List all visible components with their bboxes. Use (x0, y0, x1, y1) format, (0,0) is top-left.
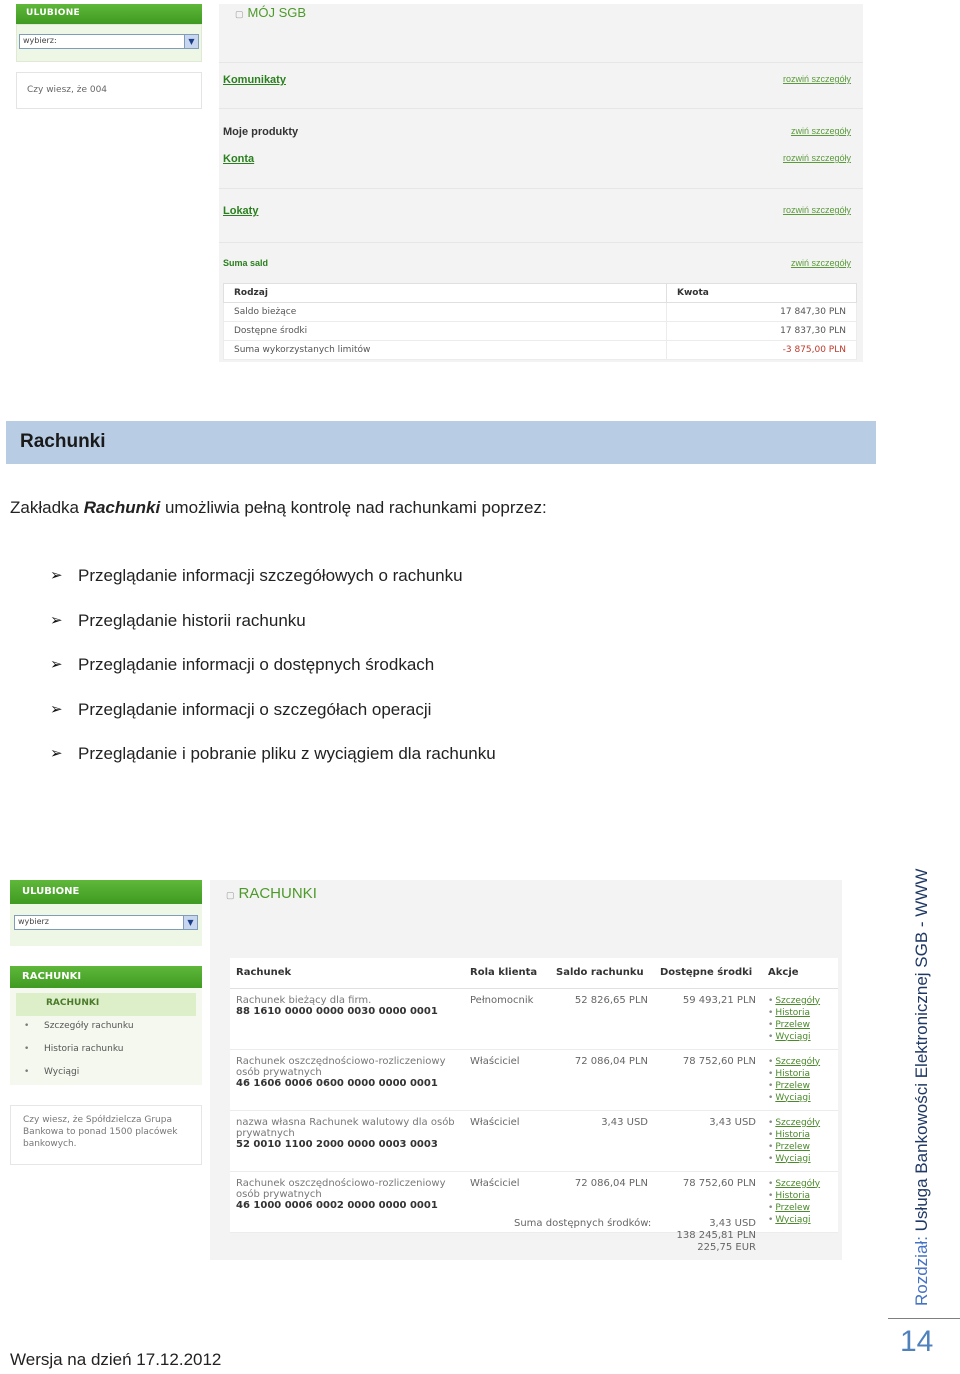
account-cell (230, 1049, 464, 1110)
menu-item-historia[interactable] (10, 1039, 202, 1062)
chapter-label (912, 869, 932, 1306)
column-header: Rachunek (230, 958, 464, 988)
column-header: Akcje (762, 958, 838, 988)
moje-produkty-label: Moje produkty (223, 126, 299, 138)
history-link[interactable]: • Historia (768, 1190, 832, 1202)
table-cell: Saldo bieżące (224, 303, 667, 322)
available-cell: 78 752,60 PLN (654, 1171, 762, 1232)
account-cell (230, 1171, 464, 1232)
bullet-icon: • (24, 1021, 30, 1031)
expand-link[interactable]: rozwiń szczegóły (782, 205, 851, 215)
suma-sald-label: Suma sald (223, 258, 269, 268)
account-number: 46 1000 0006 0002 0000 0000 0001 (236, 1199, 438, 1211)
total-values (580, 1218, 756, 1254)
bullet-icon: • (24, 1044, 30, 1054)
account-cell (230, 1110, 464, 1171)
did-you-know-box: Czy wiesz, że Spółdzielcza Grupa Bankowa to ponad 1500 placówek bankowych. (10, 1105, 202, 1165)
table-row (230, 1049, 838, 1110)
table-row (224, 341, 857, 360)
list-item (50, 744, 496, 789)
total-value: 225,75 EUR (697, 1242, 756, 1253)
table-row (230, 1110, 838, 1171)
panel-title (210, 880, 842, 908)
divider (219, 188, 863, 189)
table-cell: -3 875,00 PLN (667, 341, 857, 360)
transfer-link[interactable]: • Przelew (768, 1141, 832, 1153)
intro-post: umożliwia pełną kontrolę nad rachunkami poprzez: (160, 498, 547, 517)
transfer-link[interactable]: • Przelew (768, 1202, 832, 1214)
page-number: 14 (900, 1325, 934, 1358)
saldo-cell: 72 086,04 PLN (550, 1171, 654, 1232)
actions-cell (762, 1049, 838, 1110)
list-item-text: Przeglądanie informacji o szczegółach operacji (78, 699, 432, 719)
intro-paragraph (10, 498, 547, 518)
left-sidebar (10, 880, 202, 1165)
role-cell: Właściciel (464, 1110, 550, 1171)
chapter-title: Usługa Bankowości Elektronicznej SGB - WWW (912, 868, 931, 1237)
table-cell: 17 847,30 PLN (667, 303, 857, 322)
column-header: Dostępne środki (654, 958, 762, 988)
list-item (50, 655, 496, 700)
list-item (50, 566, 496, 611)
favorites-select[interactable] (14, 915, 198, 930)
chevron-down-icon: ▼ (183, 916, 197, 929)
list-item-text: Przeglądanie informacji o dostępnych środkach (78, 655, 435, 674)
panel-title-text: RACHUNKI (238, 885, 317, 902)
arrow-bullet-icon: ➢ (50, 700, 63, 718)
details-link[interactable]: • Szczegóły (768, 1178, 832, 1190)
list-item (50, 611, 496, 656)
divider (888, 1318, 960, 1319)
did-you-know-box: Czy wiesz, że 004 (16, 72, 202, 109)
table-header-row (224, 284, 857, 303)
intro-pre: Zakładka (10, 498, 84, 517)
row-lokaty (223, 205, 851, 219)
favorites-header: ULUBIONE (16, 4, 202, 24)
column-header: Kwota (667, 284, 857, 303)
account-name: Rachunek oszczędnościowo-rozliczeniowy osób prywatnych (236, 1055, 446, 1078)
favorites-box (10, 904, 202, 946)
section-heading: Rachunki (20, 431, 106, 452)
account-name: nazwa własna Rachunek walutowy dla osób prywatnych (236, 1116, 455, 1139)
total-value: 3,43 USD (709, 1218, 756, 1229)
account-number: 52 0010 1100 2000 0000 0003 0003 (236, 1138, 438, 1150)
table-cell: 17 837,30 PLN (667, 322, 857, 341)
role-cell: Właściciel (464, 1171, 550, 1232)
menu-item-label: Wyciągi (44, 1067, 80, 1077)
chapter-prefix: Rozdział: (912, 1236, 931, 1306)
menu-item-rachunki[interactable]: RACHUNKI (16, 993, 196, 1016)
menu-item-szczegoly[interactable] (10, 1016, 202, 1039)
arrow-bullet-icon: ➢ (50, 611, 63, 629)
available-cell: 78 752,60 PLN (654, 1049, 762, 1110)
history-link[interactable]: • Historia (768, 1068, 832, 1080)
menu-item-label: Szczegóły rachunku (44, 1021, 134, 1031)
row-moje-produkty (223, 126, 851, 140)
available-cell: 59 493,21 PLN (654, 988, 762, 1049)
divider (219, 108, 863, 109)
statements-link[interactable]: • Wyciągi (768, 1214, 832, 1226)
statements-link[interactable]: • Wyciągi (768, 1031, 832, 1043)
details-link[interactable]: • Szczegóły (768, 1117, 832, 1129)
screenshot-rachunki (10, 880, 842, 1260)
balance-table (223, 283, 857, 360)
list-item-text: Przeglądanie i pobranie pliku z wyciągiem dla rachunku (78, 744, 496, 763)
table-cell: Dostępne środki (224, 322, 667, 341)
square-bullet-icon: ▢ (226, 890, 235, 900)
history-link[interactable]: • Historia (768, 1007, 832, 1019)
role-cell: Właściciel (464, 1049, 550, 1110)
transfer-link[interactable]: • Przelew (768, 1019, 832, 1031)
actions-cell (762, 1171, 838, 1232)
rachunki-panel (210, 880, 842, 1260)
actions-cell (762, 988, 838, 1049)
account-name: Rachunek bieżący dla firm. (236, 994, 372, 1006)
column-header: Rodzaj (224, 284, 667, 303)
version-footer: Wersja na dzień 17.12.2012 (10, 1350, 222, 1369)
column-header: Rola klienta (464, 958, 550, 988)
favorites-select-value: wybierz (23, 36, 54, 45)
history-link[interactable]: • Historia (768, 1129, 832, 1141)
row-komunikaty (223, 74, 851, 88)
intro-emphasis: Rachunki (83, 498, 161, 517)
panel-title (219, 4, 863, 24)
table-cell: Suma wykorzystanych limitów (224, 341, 667, 360)
saldo-cell: 3,43 USD (550, 1110, 654, 1171)
row-suma-sald (223, 258, 851, 272)
favorites-select[interactable]: wybierz: ▼ (19, 34, 199, 49)
statements-link[interactable]: • Wyciągi (768, 1092, 832, 1104)
favorites-header: ULUBIONE (10, 880, 202, 904)
divider (219, 242, 863, 243)
transfer-link[interactable]: • Przelew (768, 1080, 832, 1092)
actions-cell (762, 1110, 838, 1171)
favorites-box (16, 24, 202, 62)
total-value: 138 245,81 PLN (676, 1230, 756, 1241)
favorites-panel (16, 4, 202, 109)
expand-link[interactable]: rozwiń szczegóły (782, 74, 851, 84)
table-header-row (230, 958, 838, 988)
arrow-bullet-icon: ➢ (50, 567, 63, 584)
komunikaty-link[interactable]: Komunikaty (223, 74, 286, 86)
table-row (224, 322, 857, 341)
favorites-select-value: wybierz (18, 917, 49, 926)
square-bullet-icon: ▢ (235, 9, 244, 19)
bullet-icon: • (24, 1067, 30, 1077)
collapse-link[interactable]: zwiń szczegóły (790, 126, 851, 136)
section-heading-bar (6, 421, 876, 464)
saldo-cell: 52 826,65 PLN (550, 988, 654, 1049)
moj-sgb-panel (219, 4, 863, 362)
panel-title-text: MÓJ SGB (247, 5, 307, 20)
account-number: 46 1606 0006 0600 0000 0000 0001 (236, 1077, 438, 1089)
list-item (50, 700, 496, 745)
collapse-link[interactable]: zwiń szczegóły (790, 258, 851, 268)
menu-header: RACHUNKI (10, 966, 202, 988)
column-header: Saldo rachunku (550, 958, 654, 988)
screenshot-moj-sgb (12, 0, 868, 365)
arrow-bullet-icon: ➢ (50, 656, 63, 673)
details-link[interactable]: • Szczegóły (768, 995, 832, 1007)
role-cell: Pełnomocnik (464, 988, 550, 1049)
divider (219, 62, 863, 63)
account-cell (230, 988, 464, 1049)
available-cell: 3,43 USD (654, 1110, 762, 1171)
arrow-bullet-icon: ➢ (50, 745, 63, 762)
table-row (230, 988, 838, 1049)
lokaty-link[interactable]: Lokaty (223, 205, 259, 217)
row-konta (223, 153, 851, 167)
konta-link[interactable]: Konta (223, 153, 255, 165)
table-row (224, 303, 857, 322)
details-link[interactable]: • Szczegóły (768, 1056, 832, 1068)
accounts-table (230, 958, 838, 1233)
feature-list (50, 566, 496, 789)
menu-item-wyciagi[interactable] (10, 1062, 202, 1085)
rachunki-menu (10, 966, 202, 1085)
account-name: Rachunek oszczędnościowo-rozliczeniowy osób prywatnych (236, 1177, 446, 1200)
statements-link[interactable]: • Wyciągi (768, 1153, 832, 1165)
total-label: Suma dostępnych środków: (514, 1218, 652, 1229)
list-item-text: Przeglądanie informacji szczegółowych o rachunku (78, 566, 463, 585)
list-item-text: Przeglądanie historii rachunku (78, 610, 306, 630)
menu-item-label: Historia rachunku (44, 1044, 124, 1054)
saldo-cell: 72 086,04 PLN (550, 1049, 654, 1110)
account-number: 88 1610 0000 0000 0030 0000 0001 (236, 1005, 438, 1017)
expand-link[interactable]: rozwiń szczegóły (782, 153, 851, 163)
chevron-down-icon: ▼ (184, 35, 198, 48)
